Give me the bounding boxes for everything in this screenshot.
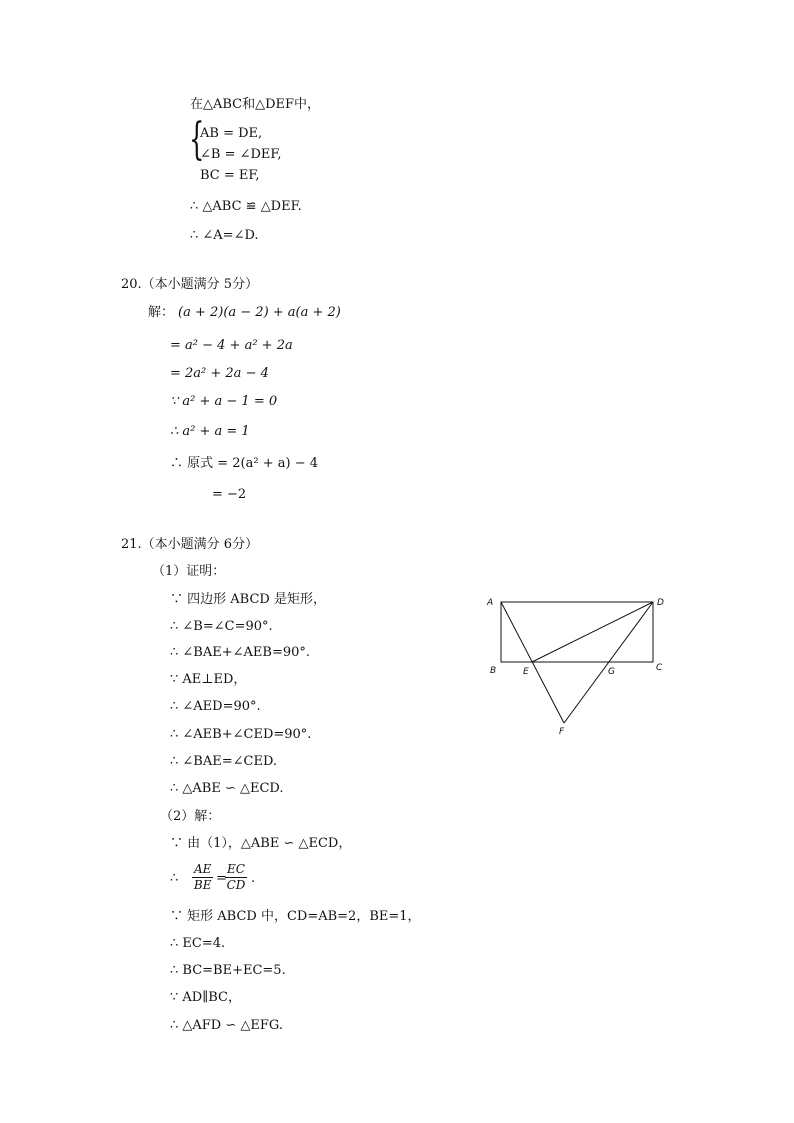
label-f: F <box>559 727 565 737</box>
proof19-condition-1: AB = DE, <box>200 126 263 141</box>
q21-part2-line: ∴ EC=4. <box>170 936 226 951</box>
segment-ed <box>532 602 653 662</box>
label-c: C <box>656 663 663 673</box>
q20-substitution: ∴ 原式 = 2(a² + a) − 4 <box>170 456 319 471</box>
label-g: G <box>608 667 615 677</box>
label-d: D <box>657 598 664 608</box>
label-e: E <box>523 667 529 677</box>
q20-result: = −2 <box>212 487 247 502</box>
rectangle-abcd <box>501 602 653 662</box>
q21-therefore: ∴ <box>170 871 179 886</box>
proof19-step-1: ∴ △ABC ≌ △DEF. <box>190 199 302 214</box>
q21-part2-line: ∵ 矩形 ABCD 中，CD=AB=2，BE=1， <box>170 909 421 924</box>
q21-heading: 21.（本小题满分 6分） <box>121 537 259 552</box>
q21-part1-line: ∴ ∠BAE+∠AEB=90°. <box>170 645 311 660</box>
condition-brace: { <box>189 114 205 165</box>
proof19-intro: 在△ABC和△DEF中， <box>190 97 321 112</box>
equals-sign: = <box>216 871 227 886</box>
q21-part2-label: （2）解： <box>160 809 221 824</box>
proof19-condition-2: ∠B = ∠DEF, <box>200 147 282 162</box>
q21-part1-line: ∵ AE⊥ED， <box>170 672 247 687</box>
q20-step-2: = 2a² + 2a − 4 <box>170 366 269 381</box>
period: . <box>251 871 256 886</box>
q21-part1-line: ∴ △ABE ∽ △ECD. <box>170 781 284 796</box>
q21-part1-label: （1）证明： <box>152 564 226 579</box>
q20-expression: (a + 2)(a − 2) + a(a + 2) <box>178 305 341 320</box>
q21-part2-line: ∴ △AFD ∽ △EFG. <box>170 1018 283 1033</box>
fraction-denominator: CD <box>226 878 246 892</box>
q20-solution-label: 解： <box>148 305 175 320</box>
proof19-condition-3: BC = EF, <box>200 168 260 183</box>
q21-part2-line: ∵ AD∥BC， <box>170 990 241 1005</box>
q20-given: ∵ a² + a − 1 = 0 <box>170 394 278 409</box>
fraction-numerator: AE <box>194 862 212 876</box>
q21-part2-line: ∴ BC=BE+EC=5. <box>170 963 286 978</box>
q21-part2-line: ∵ 由（1），△ABE ∽ △ECD， <box>170 836 352 851</box>
q21-part1-line: ∴ ∠B=∠C=90°. <box>170 619 273 634</box>
q20-derived: ∴ a² + a = 1 <box>170 424 250 439</box>
q20-heading: 20.（本小题满分 5分） <box>121 277 259 292</box>
q21-part1-line: ∵ 四边形 ABCD 是矩形， <box>170 592 326 607</box>
q21-part1-line: ∴ ∠BAE=∠CED. <box>170 754 278 769</box>
fraction-numerator: EC <box>227 862 245 876</box>
label-a: A <box>487 598 494 608</box>
q21-part1-line: ∴ ∠AED=90°. <box>170 699 261 714</box>
q21-part1-line: ∴ ∠AEB+∠CED=90°. <box>170 727 312 742</box>
fraction-denominator: BE <box>193 878 212 892</box>
label-b: B <box>490 666 497 676</box>
proof19-step-2: ∴ ∠A=∠D. <box>190 228 259 243</box>
q20-step-1: = a² − 4 + a² + 2a <box>170 338 293 353</box>
